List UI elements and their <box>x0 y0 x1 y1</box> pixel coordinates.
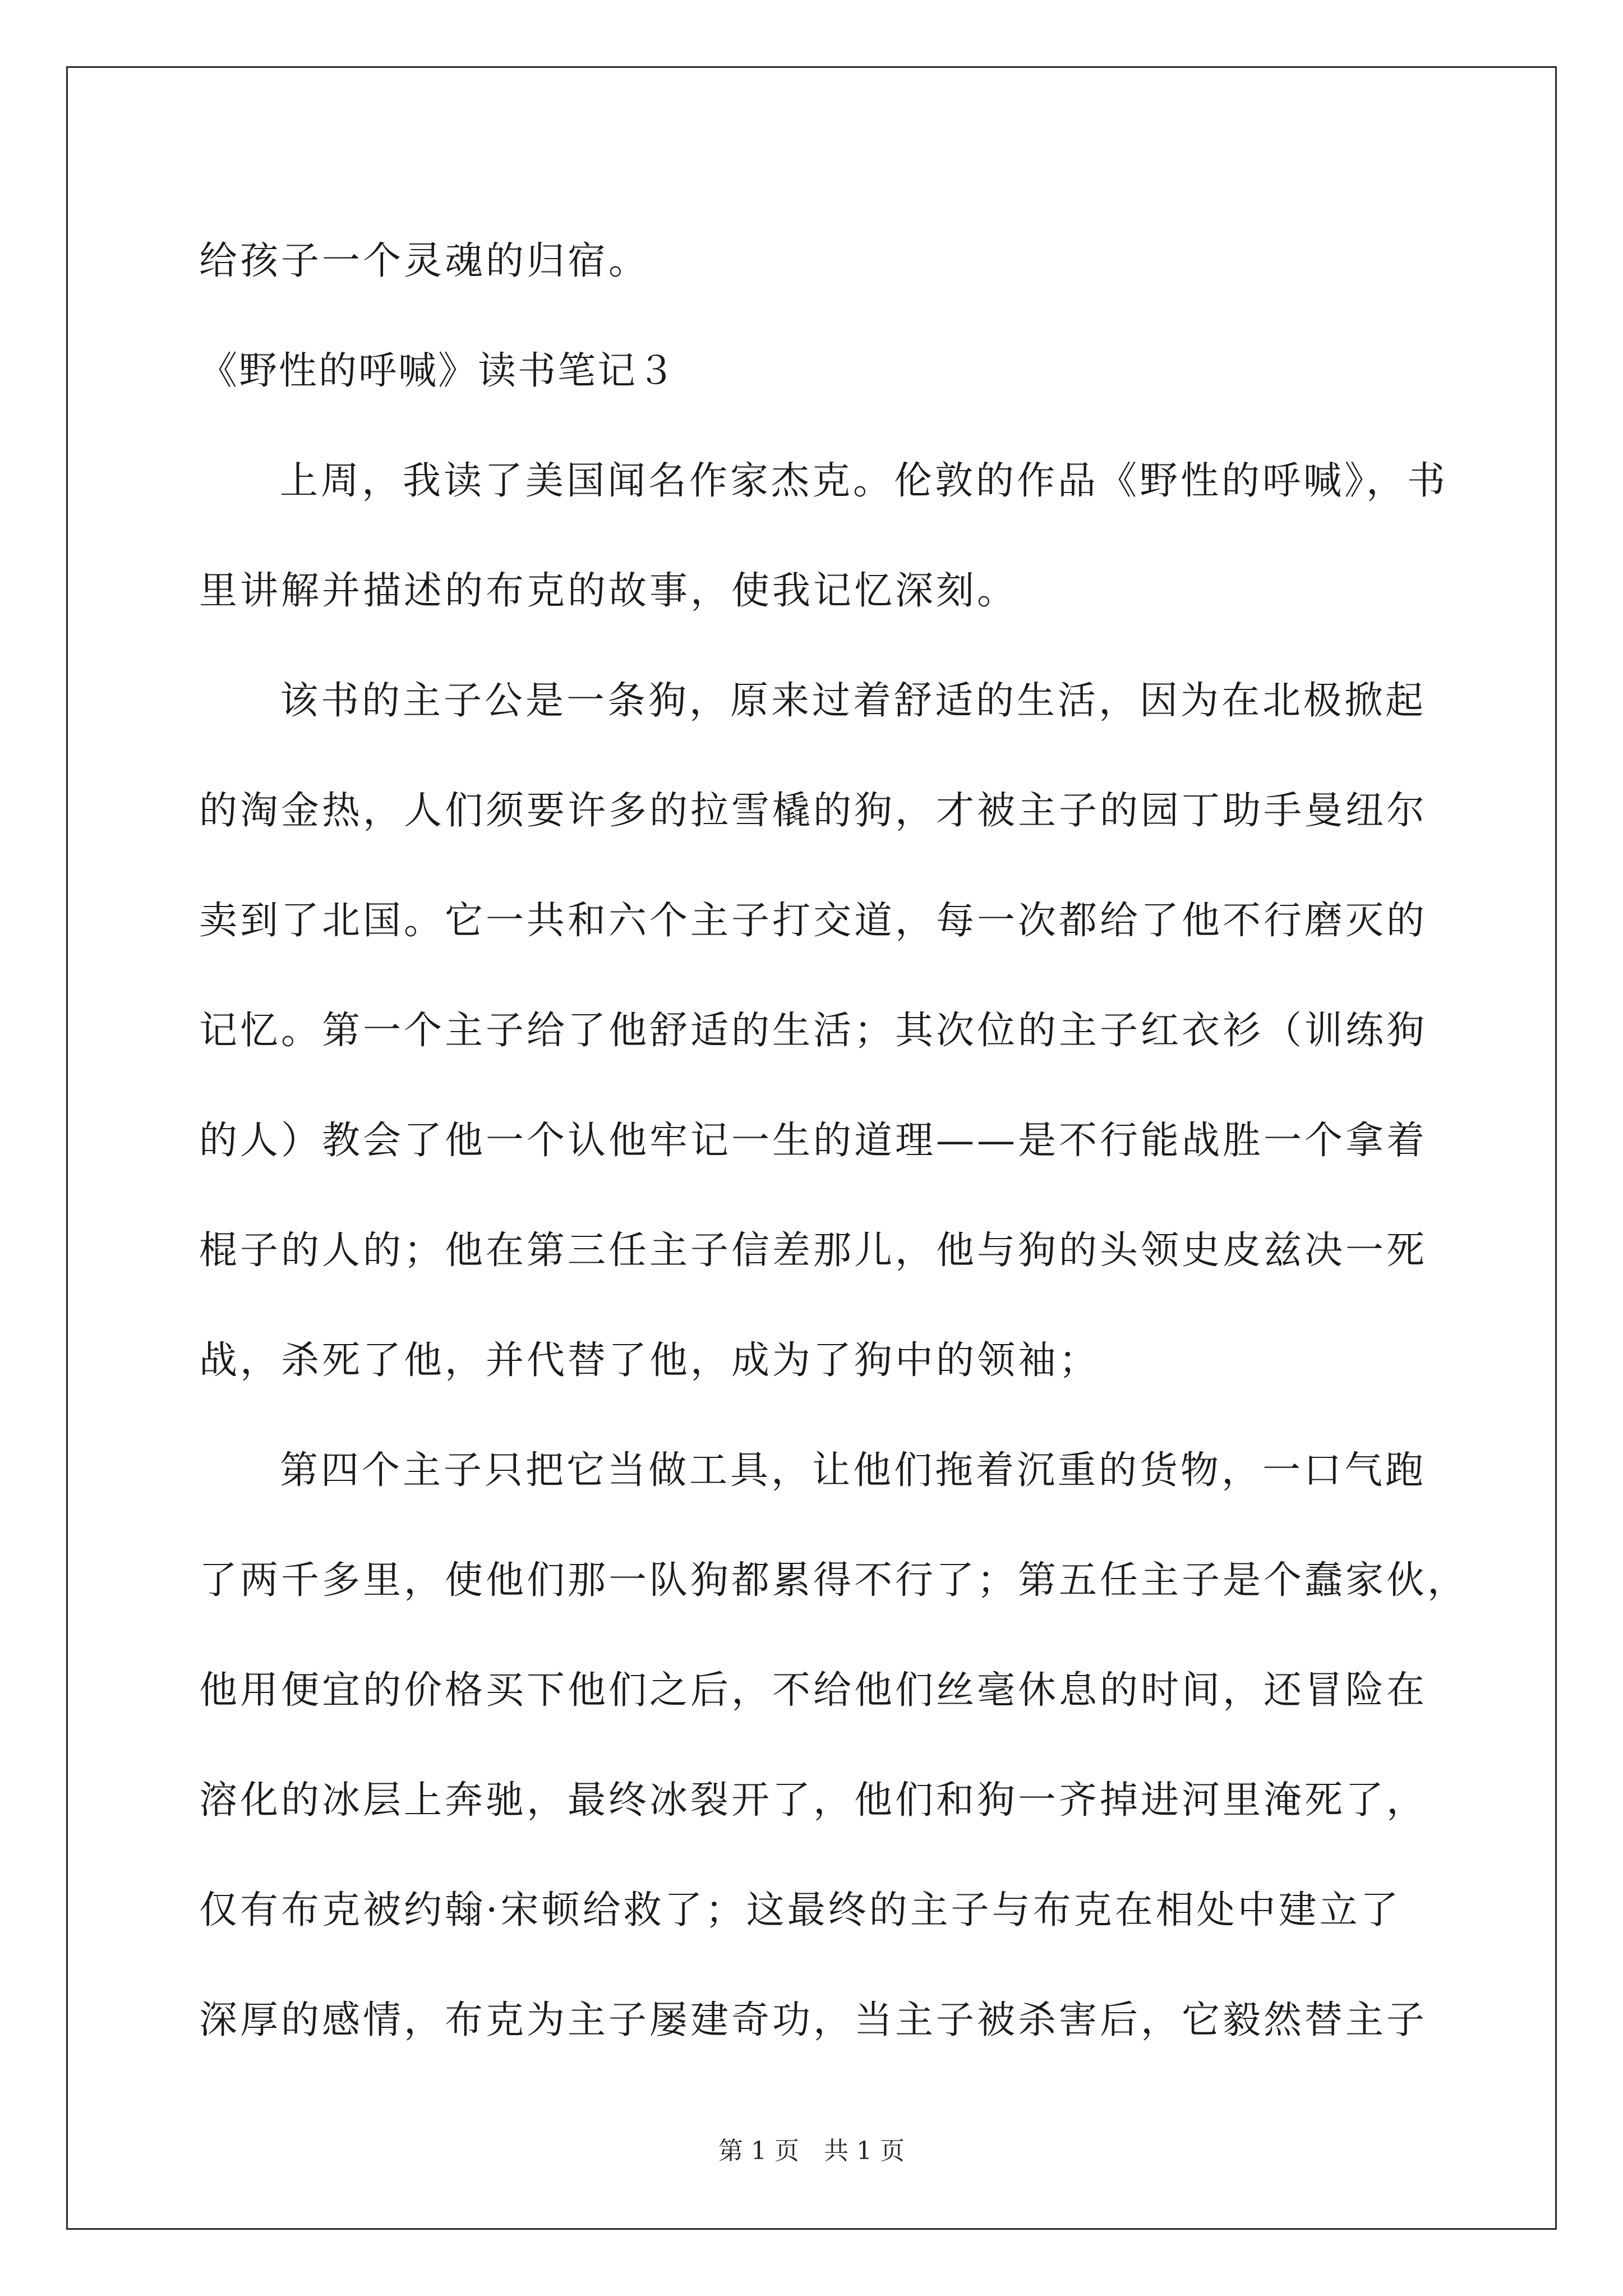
paragraph-3-line-2: 了两千多里，使他们那一队狗都累得不行了；第五任主子是个蠢家伙， <box>199 1558 1469 1603</box>
paragraph-2-line-6: 棍子的人的；他在第三任主子信差那儿，他与狗的头领史皮兹决一死 <box>199 1228 1428 1273</box>
paragraph-3-line-3: 他用便宜的价格买下他们之后，不给他们丝毫休息的时间，还冒险在 <box>199 1668 1428 1713</box>
document-body <box>199 206 1469 2076</box>
paragraph-1-line-2: 里讲解并描述的布克的故事，使我记忆深刻。 <box>199 569 1018 613</box>
paragraph-2-line-7: 战，杀死了他，并代替了他，成为了狗中的领袖； <box>199 1338 1100 1383</box>
paragraph-2-line-3: 卖到了北国。它一共和六个主子打交道，每一次都给了他不行磨灭的 <box>199 899 1428 943</box>
text-line-1: 给孩子一个灵魂的归宿。 <box>199 239 650 283</box>
paragraph-3-line-4: 溶化的冰层上奔驰，最终冰裂开了，他们和狗一齐掉进河里淹死了， <box>199 1778 1428 1823</box>
paragraph-2-line-4: 记忆。第一个主子给了他舒适的生活；其次位的主子红衣衫（训练狗 <box>199 1009 1428 1053</box>
paragraph-3-line-5: 仅有布克被约翰·宋顿给救了；这最终的主子与布克在相处中建立了 <box>199 1888 1401 1932</box>
page-footer: 第 1 页 共 1 页 <box>718 2137 905 2165</box>
paragraph-2-line-2: 的淘金热，人们须要许多的拉雪橇的狗，才被主子的园丁助手曼纽尔 <box>199 789 1428 833</box>
paragraph-3-line-1: 第四个主子只把它当做工具，让他们拖着沉重的货物，一口气跑 <box>280 1448 1427 1493</box>
paragraph-1-line-1: 上周，我读了美国闻名作家杰克。伦敦的作品《野性的呼喊》，书 <box>280 459 1449 503</box>
paragraph-2-line-5: 的人）教会了他一个认他牢记一生的道理——是不行能战胜一个拿着 <box>199 1119 1428 1163</box>
paragraph-3-line-6: 深厚的感情，布克为主子屡建奇功，当主子被杀害后，它毅然替主子 <box>199 1998 1428 2042</box>
paragraph-2-line-1: 该书的主子公是一条狗，原来过着舒适的生活，因为在北极掀起 <box>280 679 1427 723</box>
section-heading: 《野性的呼喊》读书笔记３ <box>199 349 677 393</box>
